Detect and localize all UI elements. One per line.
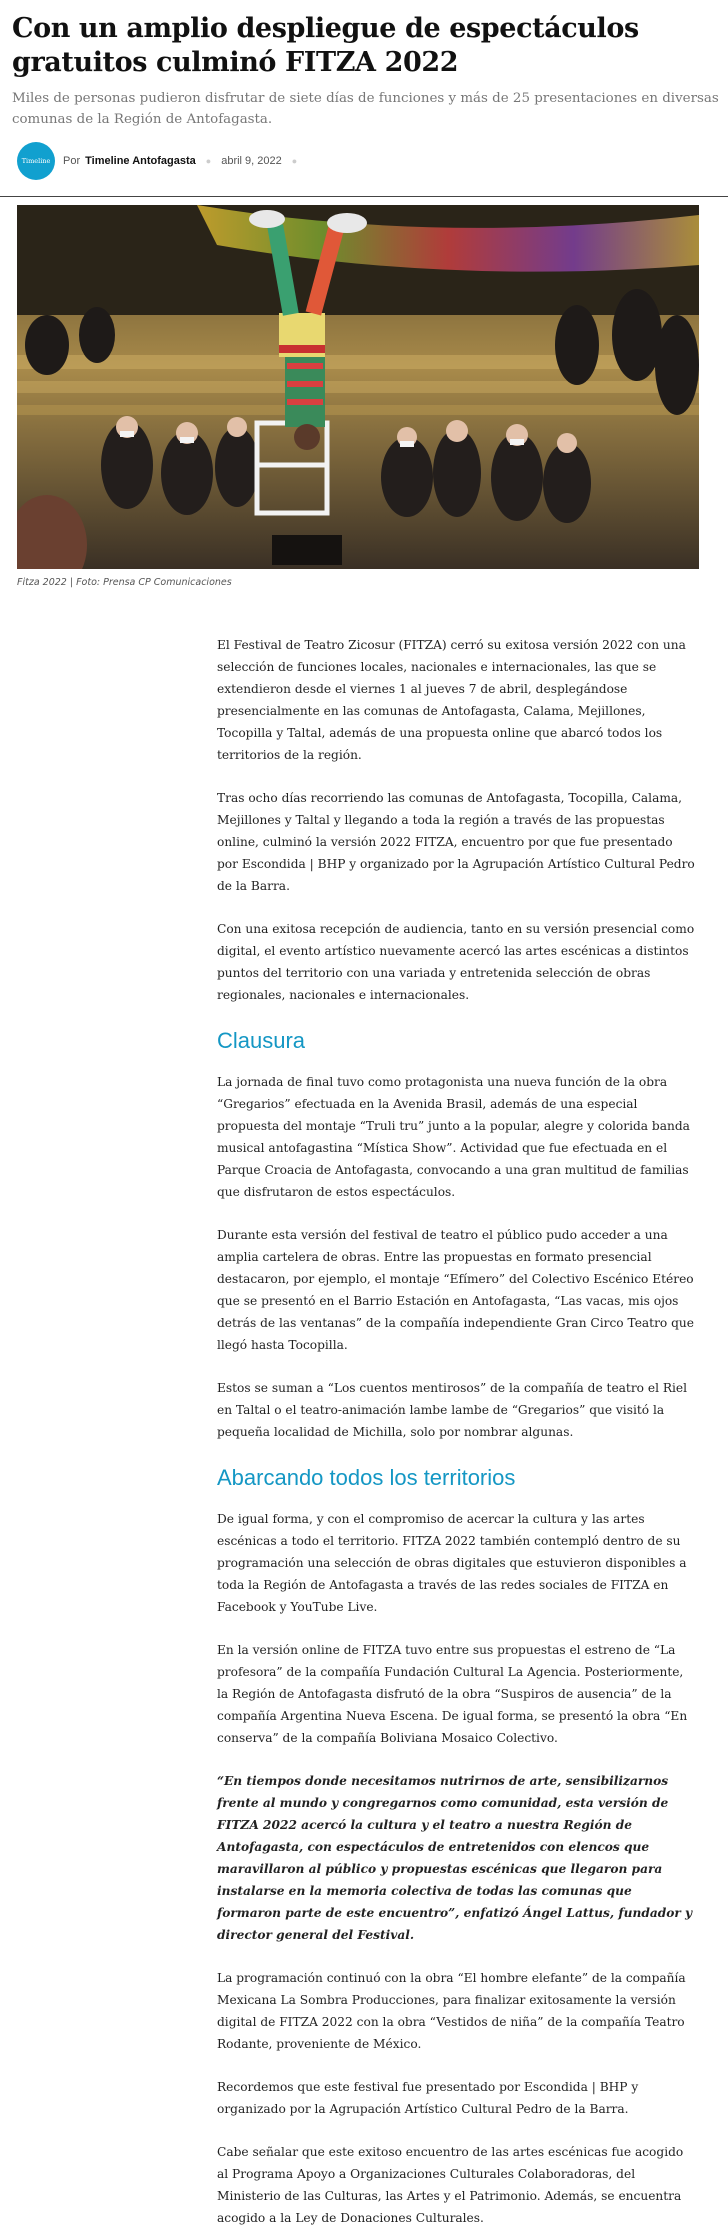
hero-image — [17, 205, 699, 569]
hero-photo-illustration — [17, 205, 699, 569]
image-caption: Fitza 2022 | Foto: Prensa CP Comunicaciones — [17, 577, 232, 588]
paragraph: La jornada de final tuvo como protagonista una nueva función de la obra “Gregarios” efectuada en la Avenida Brasil, además de una especial propuesta del montaje “Truli tru” junto a la popular, alegre y colorida banda musical antofagastina “Mística Show”. Actividad que fue efectuada en el Parque Croacia de Antofagasta, convocando a una gran multitud de familias que disfrutaron de estos espectáculos. — [217, 1075, 690, 1199]
paragraph: El Festival de Teatro Zicosur (FITZA) cerró su exitosa versión 2022 con una selección de funciones locales, nacionales e internacionales, las que se extendieron desde el viernes 1 al jueves 7 de abril, desplegándose presencialmente en las comunas de Antofagasta, Calama, Mejillones, Tocopilla y Taltal, además de una propuesta online que abarcó todos los territorios de la región. — [217, 638, 686, 762]
header-divider — [0, 196, 728, 197]
paragraph: En la versión online de FITZA tuvo entre sus propuestas el estreno de “La profesora” de la compañía Fundación Cultural La Agencia. Posteriormente, la Región de Antofagasta disfrutó de la obra “Suspiros de ausencia” de la compañía Argentina Nueva Escena. De igual forma, se presentó la obra “En conserva” de la compañía Boliviana Mosaico Colectivo. — [217, 1643, 688, 1745]
paragraph: Durante esta versión del festival de teatro el público pudo acceder a una amplia cartelera de obras. Entre las propuestas en formato presencial destacaron, por ejemplo, el montaje “Efímero” del Colectivo Escénico Etéreo que se presentó en el Barrio Estación en Antofagasta, “Las vacas, mis ojos detrás de las ventanas” de la compañía independiente Gran Circo Teatro que llegó hasta Tocopilla. — [217, 1228, 694, 1352]
separator-dot-icon: ● — [291, 156, 298, 166]
section-heading-territorios: Abarcando todos los territorios — [217, 1465, 516, 1490]
paragraph: Con una exitosa recepción de audiencia, tanto en su versión presencial como digital, el evento artístico nuevamente acercó las artes escénicas a distintos puntos del territorio con una variada y entretenida selección de obras regionales, nacionales e internacionales. — [217, 922, 695, 1002]
section-heading-clausura: Clausura — [217, 1028, 306, 1053]
author-avatar[interactable] — [17, 142, 55, 180]
paragraph: Recordemos que este festival fue presentado por Escondida | BHP y organizado por la Agrupación Artístico Cultural Pedro de la Barra. — [217, 2080, 639, 2116]
paragraph: De igual forma, y con el compromiso de acercar la cultura y las artes escénicas a todo el territorio. FITZA 2022 también contempló dentro de su programación una selección de obras digitales que estuvieron disponibles a toda la Región de Antofagasta a través de las redes sociales de FITZA en Facebook y YouTube Live. — [217, 1512, 687, 1614]
paragraph: Cabe señalar que este exitoso encuentro de las artes escénicas fue acogido al Programa Apoyo a Organizaciones Culturales Colaboradoras, del Ministerio de las Culturas, las Artes y el Patrimonio. Además, se encuentra acogido a la Ley de Donaciones Culturales. — [217, 2145, 684, 2225]
author-link[interactable]: Timeline Antofagasta — [85, 155, 196, 167]
separator-dot-icon: ● — [205, 156, 212, 166]
article-body — [217, 634, 697, 2229]
avatar-logo-text: Timeline — [21, 157, 51, 165]
article-meta — [12, 140, 728, 182]
article-header — [0, 0, 728, 182]
publish-date: abril 9, 2022 — [221, 155, 282, 167]
pull-quote: “En tiempos donde necesitamos nutrirnos de arte, sensibilizarnos frente al mundo y congregarnos como comunidad, esta versión de FITZA 2022 acercó la cultura y el teatro a nuestra Región de Antofagasta, con espectáculos de entretenidos con elencos que maravillaron al público y propuestas escénicas que llegaron para instalarse en la memoria colectiva de todas las comunas que formaron parte de este encuentro”, enfatizó Ángel Lattus, fundador y director general del Festival. — [217, 1774, 693, 1942]
article-subtitle: Miles de personas pudieron disfrutar de siete días de funciones y más de 25 presentaciones en diversas comunas de la Región de Antofagasta. — [12, 91, 719, 127]
paragraph: La programación continuó con la obra “El hombre elefante” de la compañía Mexicana La Sombra Producciones, para finalizar exitosamente la versión digital de FITZA 2022 con la obra “Vestidos de niña” de la compañía Teatro Rodante, proveniente de México. — [217, 1971, 686, 2051]
article-title: Con un amplio despliegue de espectáculos gratuitos culminó FITZA 2022 — [12, 13, 639, 78]
paragraph: Tras ocho días recorriendo las comunas de Antofagasta, Tocopilla, Calama, Mejillones y Taltal y llegando a toda la región a través de las propuestas online, culminó la versión 2022 FITZA, encuentro por que fue presentado por Escondida | BHP y organizado por la Agrupación Artístico Cultural Pedro de la Barra. — [217, 791, 695, 893]
paragraph: Estos se suman a “Los cuentos mentirosos” de la compañía de teatro el Riel en Taltal o el teatro-animación lambe lambe de “Gregarios” que visitó la pequeña localidad de Michilla, solo por nombrar algunas. — [217, 1381, 688, 1439]
by-label: Por — [63, 155, 81, 167]
